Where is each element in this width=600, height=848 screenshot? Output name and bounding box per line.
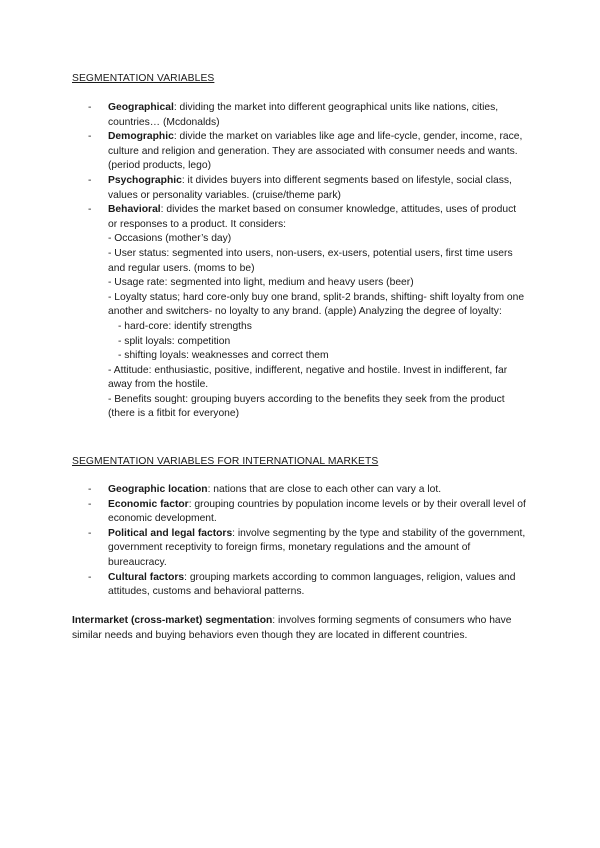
bullet-dash: - bbox=[88, 571, 92, 583]
bullet-dash: - bbox=[88, 131, 92, 143]
behavioral-usage-rate: - Usage rate: segmented into light, medium and heavy users (beer) bbox=[108, 277, 414, 289]
text-demographic: : divide the market on variables like age and life-cycle, gender, income, race, culture and religion and generation. They are associated with consumer needs and wants. (period products, lego) bbox=[108, 131, 523, 172]
loyalty-shifting: - shifting loyals: weaknesses and correct them bbox=[118, 350, 329, 362]
section-heading-international-markets: SEGMENTATION VARIABLES FOR INTERNATIONAL MARKETS bbox=[72, 456, 379, 467]
term-political-legal: Political and legal factors bbox=[108, 527, 233, 539]
behavioral-user-status: - User status: segmented into users, non-users, ex-users, potential users, first time users and regular users. (moms to be) bbox=[108, 247, 513, 274]
term-demographic: Demographic bbox=[108, 131, 174, 143]
segmentation-variables-list bbox=[88, 101, 528, 422]
text-geographic-location: : nations that are close to each other can vary a lot. bbox=[207, 484, 442, 495]
term-psychographic: Psychographic bbox=[108, 174, 182, 186]
text-cultural-factors: : grouping markets according to common languages, religion, values and attitudes, customs and behavioral patterns. bbox=[108, 571, 516, 598]
text-geographical: : dividing the market into different geographical units like nations, cities, countries… (Mcdonalds) bbox=[108, 102, 499, 128]
bullet-dash: - bbox=[88, 484, 92, 495]
section-heading-segmentation-variables: SEGMENTATION VARIABLES bbox=[72, 73, 215, 84]
behavioral-loyalty-status: - Loyalty status; hard core-only buy one brand, split-2 brands, shifting- shift loyalty from one another and switchers- no loyalty to any brand. (apple) Analyzing the degree of loyalty: bbox=[108, 291, 525, 318]
behavioral-attitude: - Attitude: enthusiastic, positive, indifferent, negative and hostile. Invest in indifferent, far away from the hostile. bbox=[108, 364, 508, 391]
term-geographical: Geographical bbox=[108, 102, 174, 113]
text-behavioral: : divides the market based on consumer knowledge, attitudes, uses of product or responses to a product. It considers: bbox=[108, 204, 517, 230]
text-political-legal: : involve segmenting by the type and stability of the government, government receptivity to foreign firms, monetary regulations and the amount of bureaucracy. bbox=[108, 527, 526, 568]
bullet-dash: - bbox=[88, 204, 92, 216]
loyalty-split: - split loyals: competition bbox=[118, 335, 231, 347]
bullet-dash: - bbox=[88, 498, 92, 510]
term-behavioral: Behavioral bbox=[108, 204, 161, 216]
text-psychographic: : it divides buyers into different segments based on lifestyle, social class, values or personality variables. (cruise/theme park) bbox=[108, 174, 512, 201]
list-item-demographic bbox=[88, 130, 528, 174]
behavioral-benefits-sought: - Benefits sought: grouping buyers according to the benefits they seek from the product (there is a fitbit for everyone) bbox=[108, 393, 505, 420]
loyalty-hard-core: - hard-core: identify strengths bbox=[118, 320, 252, 332]
text-economic-factor: : grouping countries by population income levels or by their overall level of economic development. bbox=[108, 498, 526, 525]
list-item-geographical bbox=[88, 101, 528, 130]
term-economic-factor: Economic factor bbox=[108, 498, 189, 510]
list-item-cultural-factors bbox=[88, 571, 528, 600]
bullet-dash: - bbox=[88, 102, 92, 113]
international-variables-list bbox=[88, 483, 528, 600]
term-cultural-factors: Cultural factors bbox=[108, 571, 185, 583]
text-intermarket: : involves forming segments of consumers who have similar needs and buying behaviors even though they are located in different countries. bbox=[72, 615, 512, 641]
intermarket-paragraph bbox=[72, 614, 532, 643]
bullet-dash: - bbox=[88, 174, 92, 186]
term-intermarket: Intermarket (cross-market) segmentation bbox=[72, 615, 273, 626]
list-item-psychographic bbox=[88, 174, 528, 203]
list-item-behavioral bbox=[88, 203, 528, 422]
term-geographic-location: Geographic location bbox=[108, 484, 208, 495]
list-item-economic-factor bbox=[88, 498, 528, 527]
bullet-dash: - bbox=[88, 527, 92, 539]
behavioral-occasions: - Occasions (mother’s day) bbox=[108, 233, 232, 245]
list-item-geographic-location bbox=[88, 483, 528, 498]
list-item-political-legal bbox=[88, 527, 528, 571]
